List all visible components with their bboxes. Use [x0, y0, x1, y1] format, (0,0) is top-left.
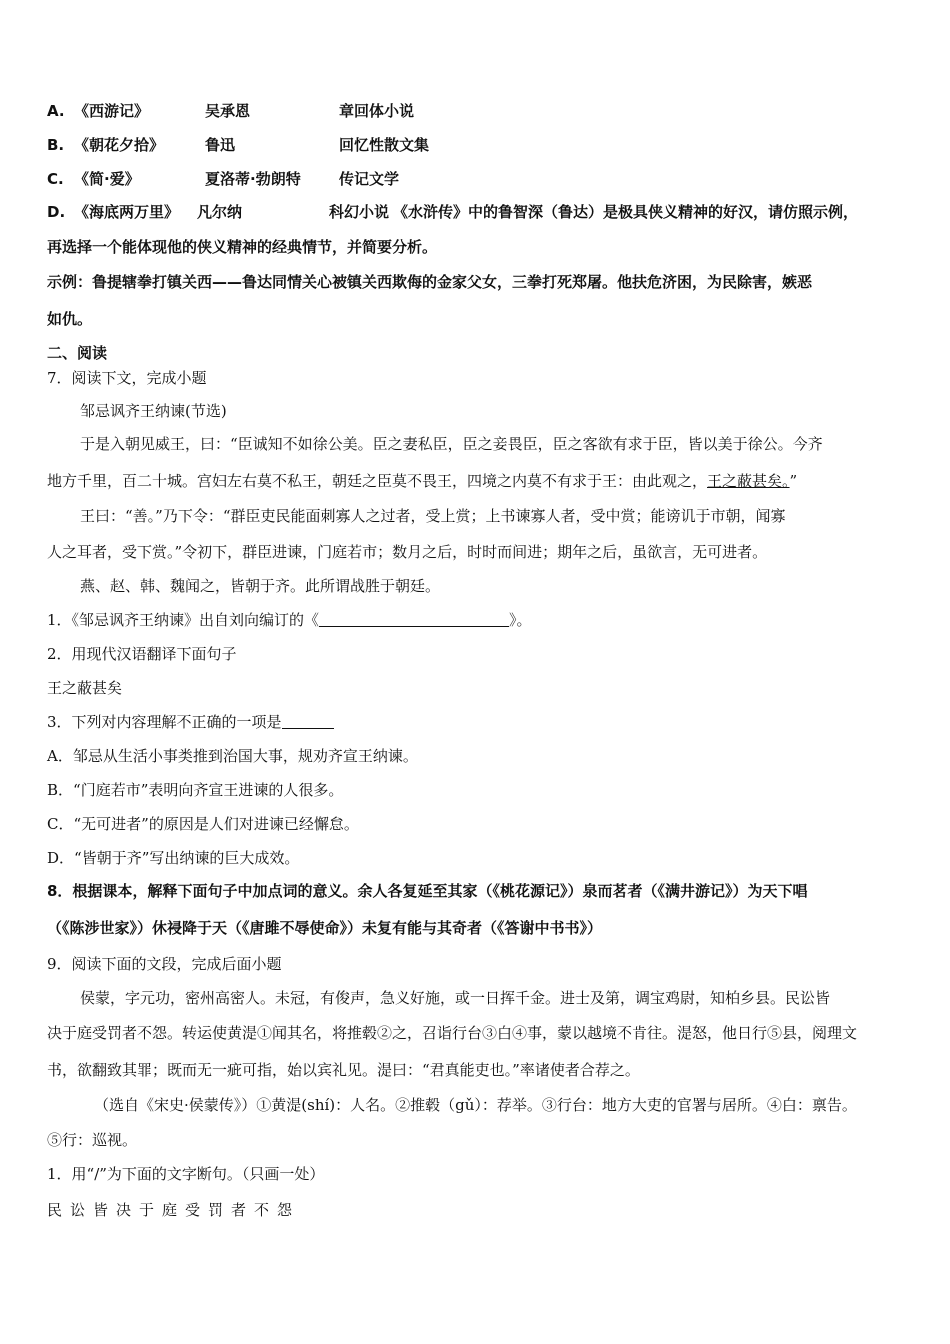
q7-subq2-sentence: 王之蔽甚矣: [47, 679, 123, 697]
q6-prompt-line2: 再选择一个能体现他的侠义精神的经典情节，并简要分析。: [47, 238, 438, 256]
q6-example-line1: 示例：鲁提辖拳打镇关西——鲁达同情关心被镇关西欺侮的金家父女，三拳打死郑屠。他扶危济困，为民除害，嫉恶: [47, 273, 813, 291]
section-heading: 二、阅读: [47, 344, 108, 362]
q7-intro: 7．阅读下文，完成小题: [47, 369, 207, 387]
q7-para3: 燕、赵、韩、魏闻之，皆朝于齐。此所谓战胜于朝廷。: [80, 577, 441, 595]
q8-line2: （《陈涉世家》）休祲降于天（《唐雎不辱使命》）未复有能与其奇者（《答谢中书书》）: [47, 919, 603, 937]
q7-subq3-option-c: C．“无可进者”的原因是人们对进谏已经懈怠。: [47, 815, 359, 833]
q9-subq1: 1．用“/”为下面的文字断句。（只画一处）: [47, 1165, 325, 1183]
underlined-sentence: 王之蔽甚矣。: [707, 472, 790, 490]
q7-para2-line1: 王曰：“善。”乃下令：“群臣吏民能面刺寡人之过者，受上赏；上书谏寡人者，受中赏；能谤讥于市朝，闻寡: [80, 507, 786, 525]
q7-passage-title: 邹忌讽齐王纳谏(节选): [80, 402, 227, 420]
q6-example-line2: 如仇。: [47, 310, 93, 328]
q9-subq1-text: 民讼皆决于庭受罚者不怨: [47, 1201, 301, 1219]
answer-blank[interactable]: [319, 610, 509, 627]
q7-subq3-option-d: D．“皆朝于齐”写出纳谏的巨大成效。: [47, 849, 300, 867]
q9-para-line3: 书，欲翻致其罪；既而无一疵可指，始以宾礼见。湜曰：“君真能吏也。”率诸使者合荐之。: [47, 1061, 640, 1079]
q7-para1-line1: 于是入朝见威王，曰：“臣诚知不如徐公美。臣之妻私臣，臣之妾畏臣，臣之客欲有求于臣，皆以美于徐公。今齐: [80, 435, 823, 453]
q7-subq1: 1．《邹忌讽齐王纳谏》出自刘向编订的《 》。: [47, 611, 532, 629]
q7-para1-line2: 地方千里，百二十城。宫妇左右莫不私王，朝廷之臣莫不畏王，四境之内莫不有求于王：由此观之，王之蔽甚矣。”: [47, 472, 798, 490]
q9-intro: 9．阅读下面的文段，完成后面小题: [47, 955, 282, 973]
q9-notes-line2: ⑤行：巡视。: [47, 1131, 138, 1149]
q9-para-line2: 决于庭受罚者不怨。转运使黄湜①闻其名，将推毂②之，召诣行台③白④事，蒙以越境不肯往。湜怒，他日行⑤县，阅理文: [47, 1024, 858, 1042]
q9-para-line1: 侯蒙，字元功，密州高密人。未冠，有俊声，急义好施，或一日挥千金。进士及第，调宝鸡尉，知柏乡县。民讼皆: [80, 989, 831, 1007]
q7-subq3: 3．下列对内容理解不正确的一项是: [47, 711, 334, 733]
q8-line1: 8．根据课本，解释下面句子中加点词的意义。余人各复延至其家（《桃花源记》）泉而茗者（《满井游记》）为天下唱: [47, 882, 808, 900]
q7-subq3-option-b: B．“门庭若市”表明向齐宣王进谏的人很多。: [47, 781, 344, 799]
q7-subq2: 2．用现代汉语翻译下面句子: [47, 645, 237, 663]
q7-subq3-option-a: A．邹忌从生活小事类推到治国大事，规劝齐宣王纳谏。: [47, 747, 418, 765]
q9-notes-line1: （选自《宋史·侯蒙传》）①黄湜(shí)：人名。②推毂（gǔ）：荐举。③行台：地方大吏的官署与居所。④白：禀告。: [94, 1096, 857, 1114]
q7-para2-line2: 人之耳者，受下赏。”令初下，群臣进谏，门庭若市；数月之后，时时而间进；期年之后，虽欲言，无可进者。: [47, 543, 768, 561]
answer-blank[interactable]: [282, 712, 334, 729]
